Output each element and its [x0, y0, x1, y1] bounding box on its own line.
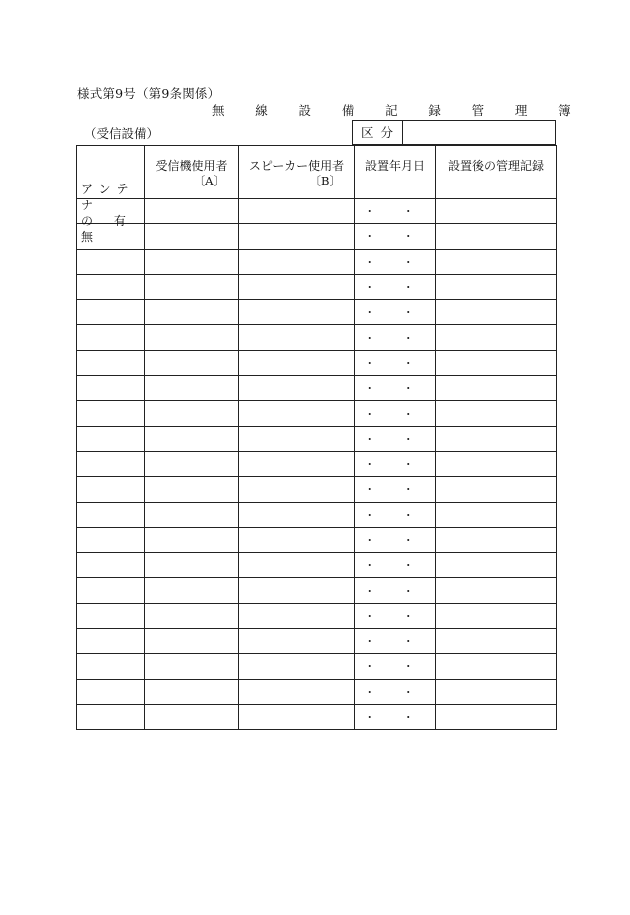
division-label: 区分: [353, 121, 403, 144]
table-row: [77, 629, 557, 654]
antenna-cell[interactable]: [77, 401, 145, 426]
date-separator-dots: ・ ・: [364, 685, 426, 699]
date-separator-dots: ・ ・: [364, 458, 426, 472]
receiver-user-cell[interactable]: [145, 376, 239, 401]
post-install-record-cell[interactable]: [436, 603, 557, 628]
speaker-user-cell[interactable]: [239, 578, 355, 603]
speaker-user-cell[interactable]: [239, 704, 355, 729]
antenna-cell[interactable]: [77, 300, 145, 325]
speaker-user-cell[interactable]: [239, 603, 355, 628]
receiver-user-cell[interactable]: [145, 704, 239, 729]
date-separator-dots: ・ ・: [364, 584, 426, 598]
post-install-record-cell[interactable]: [436, 249, 557, 274]
date-separator-dots: ・ ・: [364, 306, 426, 320]
speaker-user-cell[interactable]: [239, 426, 355, 451]
antenna-cell[interactable]: [77, 451, 145, 476]
antenna-cell[interactable]: [77, 376, 145, 401]
antenna-cell[interactable]: [77, 578, 145, 603]
date-separator-dots: ・ ・: [364, 356, 426, 370]
speaker-user-cell[interactable]: [239, 401, 355, 426]
install-date-cell[interactable]: [355, 578, 436, 603]
receiver-user-cell[interactable]: [145, 578, 239, 603]
header-antenna-line1: アンテナ: [81, 182, 135, 212]
table-row: [77, 527, 557, 552]
antenna-cell[interactable]: [77, 629, 145, 654]
speaker-user-cell[interactable]: [239, 654, 355, 679]
receiver-user-cell[interactable]: [145, 603, 239, 628]
date-separator-dots: ・ ・: [364, 660, 426, 674]
table-row: [77, 249, 557, 274]
install-date-cell[interactable]: [355, 679, 436, 704]
antenna-cell[interactable]: [77, 426, 145, 451]
install-date-cell[interactable]: [355, 224, 436, 249]
post-install-record-cell[interactable]: [436, 325, 557, 350]
header-speaker-user-label: スピーカー使用者: [248, 159, 345, 173]
header-antenna: [77, 146, 145, 244]
receiver-user-cell[interactable]: [145, 274, 239, 299]
speaker-user-cell[interactable]: [239, 249, 355, 274]
receiver-user-cell[interactable]: [145, 401, 239, 426]
receiver-user-cell[interactable]: [145, 249, 239, 274]
header-receiver-user: [145, 146, 239, 199]
install-date-cell[interactable]: [355, 274, 436, 299]
antenna-cell[interactable]: [77, 325, 145, 350]
speaker-user-cell[interactable]: [239, 350, 355, 375]
header-install-date-label: 設置年月日: [364, 159, 425, 173]
post-install-record-cell[interactable]: [436, 502, 557, 527]
post-install-record-cell[interactable]: [436, 578, 557, 603]
receiver-user-cell[interactable]: [145, 553, 239, 578]
receiver-user-cell[interactable]: [145, 477, 239, 502]
install-date-cell[interactable]: [355, 654, 436, 679]
post-install-record-cell[interactable]: [436, 376, 557, 401]
antenna-cell[interactable]: [77, 603, 145, 628]
receiver-user-cell[interactable]: [145, 527, 239, 552]
speaker-user-cell[interactable]: [239, 199, 355, 224]
receiver-user-cell[interactable]: [145, 502, 239, 527]
date-separator-dots: ・ ・: [364, 331, 426, 345]
facility-type-label: （受信設備）: [84, 126, 160, 141]
date-separator-dots: ・ ・: [364, 281, 426, 295]
date-separator-dots: ・ ・: [364, 255, 426, 269]
table-row: [77, 300, 557, 325]
header-receiver-code: 〔A〕: [193, 174, 225, 188]
table-row: [77, 325, 557, 350]
speaker-user-cell[interactable]: [239, 477, 355, 502]
document-title: 無 線 設 備 記 録 管 理 簿: [212, 103, 585, 118]
antenna-cell[interactable]: [77, 477, 145, 502]
install-date-cell[interactable]: [355, 704, 436, 729]
install-date-cell[interactable]: [355, 629, 436, 654]
header-speaker-code: 〔B〕: [309, 174, 341, 188]
post-install-record-cell[interactable]: [436, 274, 557, 299]
install-date-cell[interactable]: [355, 300, 436, 325]
table-row: [77, 477, 557, 502]
speaker-user-cell[interactable]: [239, 451, 355, 476]
table-row: [77, 679, 557, 704]
header-speaker-user: [239, 146, 355, 199]
table-row: [77, 401, 557, 426]
post-install-record-cell[interactable]: [436, 224, 557, 249]
receiver-user-cell[interactable]: [145, 224, 239, 249]
date-separator-dots: ・ ・: [364, 609, 426, 623]
header-antenna-line2: の 有 無: [81, 214, 135, 244]
division-value-field[interactable]: [403, 121, 555, 144]
date-separator-dots: ・ ・: [364, 711, 426, 725]
header-post-install-record: [436, 146, 557, 199]
post-install-record-cell[interactable]: [436, 401, 557, 426]
date-separator-dots: ・ ・: [364, 432, 426, 446]
division-box: [352, 120, 556, 145]
table-row: [77, 654, 557, 679]
install-date-cell[interactable]: [355, 350, 436, 375]
table-row: [77, 451, 557, 476]
install-date-cell[interactable]: [355, 502, 436, 527]
speaker-user-cell[interactable]: [239, 553, 355, 578]
install-date-cell[interactable]: [355, 477, 436, 502]
speaker-user-cell[interactable]: [239, 224, 355, 249]
date-separator-dots: ・ ・: [364, 483, 426, 497]
table-row: [77, 553, 557, 578]
header-install-date: [355, 146, 436, 199]
speaker-user-cell[interactable]: [239, 629, 355, 654]
table-row: [77, 426, 557, 451]
date-separator-dots: ・ ・: [364, 407, 426, 421]
post-install-record-cell[interactable]: [436, 629, 557, 654]
receiver-user-cell[interactable]: [145, 350, 239, 375]
speaker-user-cell[interactable]: [239, 325, 355, 350]
speaker-user-cell[interactable]: [239, 502, 355, 527]
table-row: [77, 502, 557, 527]
header-receiver-user-label: 受信機使用者: [155, 159, 228, 173]
table-row: [77, 603, 557, 628]
antenna-cell[interactable]: [77, 527, 145, 552]
receiver-user-cell[interactable]: [145, 451, 239, 476]
date-separator-dots: ・ ・: [364, 534, 426, 547]
header-post-install-record-label: 設置後の管理記録: [447, 159, 544, 173]
antenna-cell[interactable]: [77, 274, 145, 299]
antenna-cell[interactable]: [77, 654, 145, 679]
table-row: [77, 199, 557, 224]
speaker-user-cell[interactable]: [239, 679, 355, 704]
speaker-user-cell[interactable]: [239, 527, 355, 552]
table-row: [77, 704, 557, 729]
receiver-user-cell[interactable]: [145, 426, 239, 451]
date-separator-dots: ・ ・: [364, 382, 426, 396]
receiver-user-cell[interactable]: [145, 629, 239, 654]
antenna-cell[interactable]: [77, 704, 145, 729]
date-separator-dots: ・ ・: [364, 508, 426, 522]
antenna-cell[interactable]: [77, 350, 145, 375]
install-date-cell[interactable]: [355, 603, 436, 628]
table-row: [77, 350, 557, 375]
post-install-record-cell[interactable]: [436, 451, 557, 476]
install-date-cell[interactable]: [355, 553, 436, 578]
post-install-record-cell[interactable]: [436, 704, 557, 729]
speaker-user-cell[interactable]: [239, 274, 355, 299]
table-row: [77, 224, 557, 249]
post-install-record-cell[interactable]: [436, 553, 557, 578]
install-date-cell[interactable]: [355, 401, 436, 426]
table-row: [77, 578, 557, 603]
date-separator-dots: ・ ・: [364, 230, 426, 244]
receiver-user-cell[interactable]: [145, 325, 239, 350]
post-install-record-cell[interactable]: [436, 679, 557, 704]
speaker-user-cell[interactable]: [239, 376, 355, 401]
speaker-user-cell[interactable]: [239, 300, 355, 325]
install-date-cell[interactable]: [355, 249, 436, 274]
table-row: [77, 274, 557, 299]
post-install-record-cell[interactable]: [436, 199, 557, 224]
antenna-cell[interactable]: [77, 502, 145, 527]
ledger-body: [77, 199, 557, 730]
post-install-record-cell[interactable]: [436, 350, 557, 375]
install-date-cell[interactable]: [355, 527, 436, 552]
form-number: 様式第9号（第9条関係）: [77, 86, 221, 101]
receiver-user-cell[interactable]: [145, 679, 239, 704]
post-install-record-cell[interactable]: [436, 654, 557, 679]
post-install-record-cell[interactable]: [436, 426, 557, 451]
date-separator-dots: ・ ・: [364, 635, 426, 649]
post-install-record-cell[interactable]: [436, 300, 557, 325]
install-date-cell[interactable]: [355, 325, 436, 350]
date-separator-dots: ・ ・: [364, 559, 426, 573]
date-separator-dots: ・ ・: [364, 205, 426, 219]
install-date-cell[interactable]: [355, 451, 436, 476]
post-install-record-cell[interactable]: [436, 527, 557, 552]
receiver-user-cell[interactable]: [145, 199, 239, 224]
management-ledger-table: [76, 145, 557, 730]
install-date-cell[interactable]: [355, 376, 436, 401]
antenna-cell[interactable]: [77, 553, 145, 578]
receiver-user-cell[interactable]: [145, 654, 239, 679]
install-date-cell[interactable]: [355, 199, 436, 224]
receiver-user-cell[interactable]: [145, 300, 239, 325]
install-date-cell[interactable]: [355, 426, 436, 451]
antenna-cell[interactable]: [77, 679, 145, 704]
table-header-row: [77, 146, 557, 199]
table-row: [77, 376, 557, 401]
post-install-record-cell[interactable]: [436, 477, 557, 502]
